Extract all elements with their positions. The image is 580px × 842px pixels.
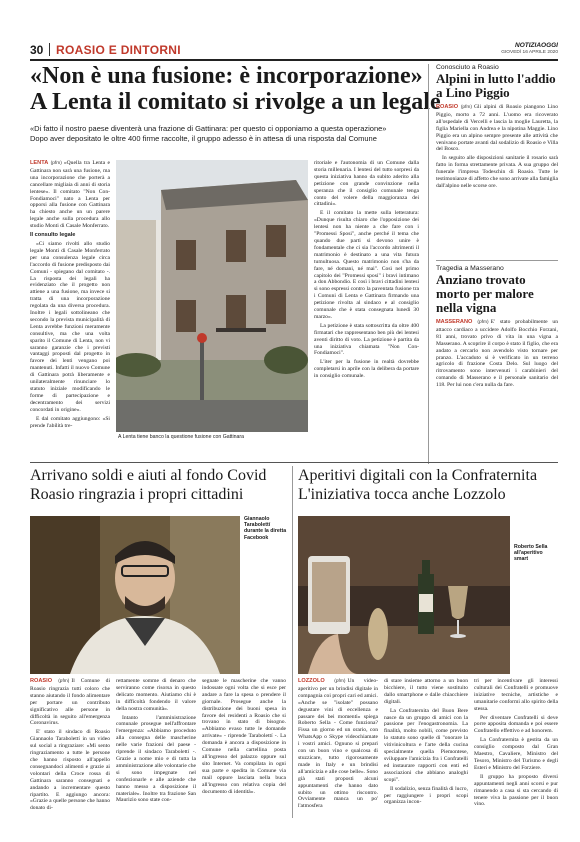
article-3-kicker: LOZZOLO (pfm): [298, 678, 346, 684]
sidebar-2-para: MASSERANO (pfm) E' stato probabilmente un attacco cardiaco a uccidere Adolfo Bocchio Forzani, 81 anni, trovato privo di vita in una vigna a Masserano. A scoprire il corpo è stato il figlio, che era andato a cercarlo non avendolo visto tornare per pranzo. L'accaduto si è verificato in un terreno agricolo di frazione Costa Delo. Sul luogo del ritrovamento sono intervenuti i carabinieri del comando di Masserano e il personale sanitario del 118. Per lui non c'era nulla da fare.: [436, 319, 558, 389]
section-title: ROASIO E DINTORNI: [56, 43, 181, 57]
article-3-column-2: [384, 678, 468, 818]
main-kicker: LENTA (pfm): [30, 160, 62, 166]
main-col2-para: La petizione è stata sottoscritta da oltre 400 firmatari che rappresentano ben più dei lentesi aventi diritto di voto. La petizione è partita da una iniziativa chiamata "Non Con-Fondiamoci".: [314, 322, 419, 357]
article-3-col1-para: LOZZOLO (pfm) Un video-aperitivo per un brindisi digitale in compagnia coi propri cari ed amici. «Anche se "isolate" possano degustare vini di eccellenza e passare dei bei momenti» spiega Roberto Sella - Come funziona? Fissa un giorno ed un orario, con WhatsApp o Skype videochiamate i vostri amici. Ognuno si prepari con un buon vino e qualcosa di stuzzicare, tutto rigorosamente made in Italy e un brindisi all'amicizia e alle cose belle». Sono già stati proposti alcuni appuntamenti che hanno dato subito un ottimo riscontro. Ovviamente manca un po' l'atmosfera: [298, 678, 378, 810]
article-2-headline: [30, 466, 285, 504]
sidebar-2-headline: Anziano trovato morto per malore nella vigna: [436, 272, 534, 315]
header-divider: [49, 43, 50, 56]
main-subhead: Il consulto legale: [30, 232, 76, 239]
article-3-col3-para: Il gruppo ha proposto diversi appuntamenti negli anni scorsi e pur rimanendo a casa si sta cercando di tenere viva la passione per il buon vino.: [474, 773, 558, 808]
main-column-1: [30, 160, 110, 460]
article-2-headline-1: Arrivano soldi e aiuti al fondo Covid: [30, 467, 267, 484]
article-3-col3-para: La Confraternita è gestita da un consiglio composto dal Gran Maestro, Cavaliere, Ministro del Tesoro, Ministro del Turismo e degli Esteri e Ministro del Forziere.: [474, 737, 558, 771]
main-headline: [30, 63, 441, 115]
bottom-divider: [292, 466, 293, 818]
sidebar-story-1: [436, 64, 558, 236]
article-3-col2-para: Il sodalizio, senza finalità di lucro, per raggiungere i propri scopi organizza incon-: [384, 785, 468, 806]
article-2-column-3: [202, 678, 286, 818]
article-3-headline-1: Aperitivi digitali con la Confraternita: [298, 467, 538, 484]
sidebar-1-headline: Alpini in lutto l'addio a Lino Piggio: [436, 71, 556, 100]
article-3-photo-caption: Roberto Sella all'aperitivo smart: [514, 544, 548, 563]
main-col2-para: E il comitato la mette sulla letteratura: «Dunque risulta chiaro che l'opposizione dei lentesi non ha niente a che fare con i "Promessi Sposi", anche perché il tema che quando due parti si devono unire è fondamentale che ci sia l'accordo altrimenti il matrimonio è destinato a una vita futura tumultuosa. Questo matrimonio non s'ha da fare, né domani, né mai". Così nel primo capitolo dei "Promessi sposi" i bravi intimano a don Abbondio. E così i bravi cittadini lentesi si sono espressi contro la paventata fusione tra i Comuni di Lenta e Gattinara firmando una petizione rivolta al sindaco e al consiglio comunale che è stata consegnata lunedì 30 marzo».: [314, 210, 419, 320]
headline-line-2: A Lenta il comitato si rivolge a un legale: [30, 89, 441, 115]
sidebar-1-kicker: ROASIO (pfm): [436, 104, 473, 110]
issue-date: GIOVEDÌ 16 APRILE 2020: [501, 50, 558, 55]
article-3-photo: [298, 516, 510, 674]
sidebar-1-body: [436, 104, 558, 236]
brand-logo: NOTIZIAOGGI: [515, 42, 558, 49]
article-2-kicker: ROASIO (pfm): [30, 678, 70, 684]
main-col1b-para: «Ci siamo rivolti allo studio legale Monti di Casale Monferrato per una consulenza legale circa l'accordo di fusione predisposto dai Comuni - spiegano dal comitato -. La risposta dei legali ha evidenziato che il progetto non attiene a una fusione, ma invece si tratta di una incorporazione regolata da una diversa procedura. Inoltre i legali sottolineano che secondo la prevista municipalità di Lenta avrebbe funzioni meramente consultive, ma che una volta sparito il Comune di Lenta, non vi saranno garanzie che i previsti vantaggi proposti dal progetto in favore dei lenti vengano poi mantenuti. Infatti il nuovo Comune di Gattinara potrà liberamente e unilateralmente rinunciare lo statuto iniziale modificando le forme di partecipazione e decentramento dei servizi concordati in origine».: [30, 240, 110, 413]
article-3-column-1: [298, 678, 378, 818]
article-2-col1-para: E' stato il sindaco di Roasio Giannaolo Tarabolettí in un video sul social a ringraziare: «Mi sento ringraziamento a tutte le persone che hanno risposto all'appello consegnandoci alimenti e grazie ai volontari della Croce rossa di Gattinara saranno consegnati e andando a incrementare questo ripartito. E aggiungo ancora: «Grazie a quelle persone che hanno donato di-: [30, 729, 110, 812]
main-column-2: [314, 160, 419, 460]
aperitif-photo: [298, 516, 510, 674]
page-header: [30, 42, 558, 58]
deck-line-2: Dopo aver depositato le oltre 400 firme raccolte, il gruppo adesso è in attesa di una risposta dal Comune: [30, 134, 377, 143]
headline-line-1: «Non è una fusione: è incorporazione»: [30, 63, 423, 89]
article-3-col2-para: La Confraternita del Buon Bere nasce da un gruppo di amici con la passione per l'enogastronomia. La finalità, molto nobili, come previsto lo statuto sono quelle di "onorare la vitivinicoltura e l'arte della cucina specialmente quella Piemontese, sviluppare l'amicizia fra i Confratelli ed instaurare rapporti con enti ed associazioni che abbiano analoghi scopi".: [384, 707, 468, 783]
sidebar-story-divider: [436, 260, 558, 261]
main-photo-caption: A Lenta tiene banco la questione fusione con Gattinara: [116, 432, 308, 440]
article-2-headline-2: Roasio ringrazia i propri cittadini: [30, 486, 244, 503]
sidebar-2-label: Tragedia a Masserano: [436, 265, 504, 272]
article-2-column-2: [116, 678, 196, 818]
section-rule: [30, 462, 558, 463]
article-2-col2-para: Intanto l'amministrazione comunale prosegue nell'affrontare l'emergenza: «Abbiamo proceduto alla consegna delle mascherine nelle varie frazioni del paese - riprende il sindaco Tarabolettí -. Grazie a nome mio e di tutta la amministrazione alle volontarie che si sono impegnate nel confezionarle e alle aziende che hanno messo a disposizione il materiale». Inoltre tra frazione San Maurizio sono state con-: [116, 714, 196, 804]
main-col1-para: LENTA (pfm) «Quella tra Lenta e Gattinara non sarà una fusione, ma una incorporazione che porterà a cancellare migliaia di anni di storia lentese». Il comitato "Non Con-Fondiamoci" nato a Lenta per opporsi alla fusione con Gattinara ha chiesto anche un un parere legale anche sulla procedura allo studio Monti di Casale Monferrato.: [30, 160, 110, 230]
sidebar-story-2: [436, 265, 558, 447]
main-col2-para: ritoriale e l'autonomia di un Comune dalla storia millenaria. I lentesi del tutto sorpresi da questa iniziativa hanno da subito aderito alla petizione con grande convinzione nella speranza che il consiglio comunale tenga conto del volere della maggioranza dei cittadini».: [314, 160, 419, 208]
mayor-photo: [30, 516, 240, 674]
sidebar-1-para: In seguito alle disposizioni sanitarie il rosario sarà fatto in forma strettamente privata. A sua gruppo del funerale l'impresa Todeschin di Roasio. Tutte le testimonianze di affetto che sono arrivate alla famiglia dall'alpino nelle scorse ore.: [436, 155, 558, 189]
article-2-photo-caption: Giannaolo Tarabolettí durante la diretta Facebook: [244, 516, 287, 541]
sidebar-1-para: ROASIO (pfm) Gli alpini di Roasio piangono Lino Piggio, morto a 72 anni. L'uomo era ricoverato all'ospedale di Vercelli e lascia la moglie Lauretta, la figlia Mariella con Andrea e la nipotina Maggie. Lino Piggio era un alpino sempre presente alle attività che venivano portate avanti dal sodalizio di Roasio e Villa del Bosco.: [436, 104, 558, 153]
deck-line-1: «Di fatto il nostro paese diventerà una frazione di Gattinara: per questo ci opponiamo a questa operazione»: [30, 124, 387, 133]
article-3-column-3: [474, 678, 558, 818]
main-col1b-para: E dal comitato aggiungono: «Si prende l'abilità tre-: [30, 415, 110, 429]
sidebar-1-label: Conosciuto a Roasio: [436, 64, 499, 71]
article-3-col3-para: tri per incentivare gli interessi culturali dei Confratelli e promuove iniziative tecniche, artistiche e umanitarie conformi allo spirito della stessa.: [474, 678, 558, 712]
article-3-col3-para: Per diventare Confratelli si deve porre apposita domanda e poi essere Confratello effettivo e ad honorem.: [474, 714, 558, 735]
article-3-headline-2: L'iniziativa tocca anche Lozzolo: [298, 486, 506, 503]
building-photo: [116, 160, 308, 440]
header-rule: [30, 59, 558, 61]
sidebar-2-body: [436, 319, 558, 447]
article-2-column-1: [30, 678, 110, 818]
sidebar-divider: [428, 64, 429, 464]
main-photo: [116, 160, 308, 440]
article-3-col2-para: di stare insieme attorno a un buon bicchiere, il tutto viene sostituito dallo smartphone e dalle chiacchiere digitali.: [384, 678, 468, 705]
article-2-col1-para: ROASIO (pfm) Il Comune di Roasio ringrazia tutti coloro che stanno aiutando il fondo alimentare per portare un contributo significativo alle persone in difficoltà in seguito all'emergenza Coronavirus.: [30, 678, 110, 727]
article-2-col3-para: segnate le mascherine che vanno indossate ogni volta che si esce per andare a fare la spesa o prendere il giornale. Prosegue anche la distribuzione dei buoni spesa in favore dei residenti a Roasio che si trovano in stato di bisogno. «Abbiamo evaso tutte le domande arrivate» - riprende Tarabolettí -. La domanda è ancora a disposizione in Comune nella cartellina posta all'ingresso del palazzo oppure sul sito Internet. Va compilata in ogni sua parte e spedita in Comune via mail oppure lasciata nella buca all'ingresso con relativa copia del documento di identità».: [202, 678, 286, 795]
sidebar-2-kicker: MASSERANO (pfm): [436, 319, 489, 325]
article-2-photo: [30, 516, 240, 674]
main-deck: [30, 124, 422, 144]
article-3-headline: [298, 466, 558, 504]
article-2-col2-para: rettamente somme di denaro che serviranno come risorsa in questo delicato momento. Aiutiamo chi è in difficoltà fondendo il valore della nostra comunità».: [116, 678, 196, 712]
page-number: 30: [30, 43, 44, 57]
main-col2-para: L'iter per la fusione in realtà dovrebbe completarsi in aprile con la delibera da portare in consiglio comunale.: [314, 359, 419, 380]
